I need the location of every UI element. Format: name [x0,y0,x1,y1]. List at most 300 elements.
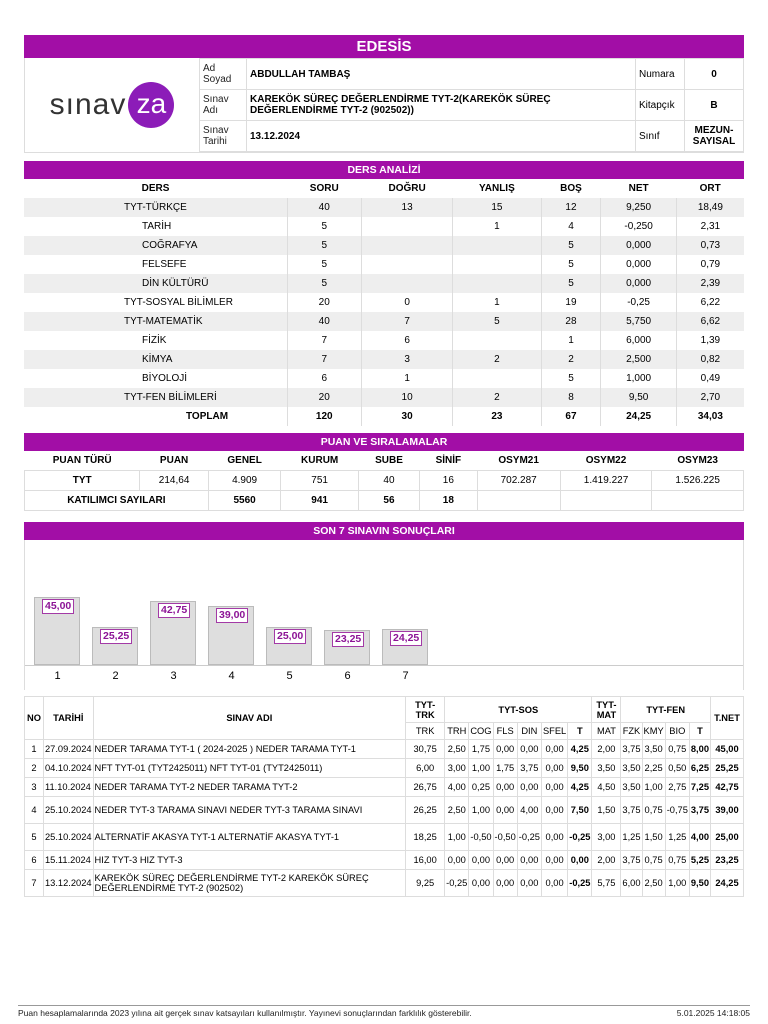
son7-bar-chart [24,540,744,690]
results-tnet: 42,75 [711,778,744,797]
katilimci-row [25,491,744,511]
rank-sube: 40 [358,471,419,491]
ders-ort: 6,62 [676,312,744,331]
col-mat: MAT [592,723,621,740]
results-tarih: 25.10.2024 [44,824,94,851]
results-trk: 16,00 [406,851,445,870]
logo-badge: za [128,82,174,128]
results-fls: 0,00 [493,797,517,824]
ders-yanlis: 2 [453,350,541,369]
chart-value-label: 39,00 [216,608,248,623]
results-din: 0,00 [517,870,541,897]
empty-cell [477,491,560,511]
ders-soru: 7 [287,350,361,369]
col-tnet: T.NET [711,697,744,740]
ders-ort: 6,22 [676,293,744,312]
chart-value-label: 45,00 [42,599,74,614]
total-label: TOPLAM [186,411,229,422]
results-bio: 0,50 [665,759,689,778]
ders-ort: 2,39 [676,274,744,293]
student-header [24,58,744,153]
results-t2: 7,25 [689,778,710,797]
results-table [24,696,744,897]
col-header: KURUM [301,455,339,466]
results-trh: 0,00 [445,851,469,870]
ders-ort: 2,31 [676,217,744,236]
results-row [25,740,744,759]
results-kmy: 0,75 [642,851,665,870]
ders-bos: 19 [541,293,601,312]
ders-dogru [361,236,452,255]
results-trk: 18,25 [406,824,445,851]
results-tnet: 25,00 [711,824,744,851]
results-sfel: 0,00 [541,778,567,797]
results-mat: 2,00 [592,740,621,759]
ders-row [24,198,744,217]
col-no: NO [25,697,44,740]
results-kmy: 1,50 [642,824,665,851]
results-mat: 1,50 [592,797,621,824]
ders-name: COĞRAFYA [24,236,287,255]
results-bio: -0,75 [665,797,689,824]
col-fzk: FZK [621,723,642,740]
ders-net: -0,250 [601,217,676,236]
results-no: 4 [25,797,44,824]
results-sinav: NEDER TARAMA TYT-2 NEDER TARAMA TYT-2 [93,778,406,797]
ders-yanlis [453,236,541,255]
results-fzk: 3,75 [621,797,642,824]
ders-yanlis [453,274,541,293]
ders-soru: 6 [287,369,361,388]
results-fzk: 3,50 [621,759,642,778]
ders-net: 1,000 [601,369,676,388]
results-t2: 5,25 [689,851,710,870]
results-fzk: 6,00 [621,870,642,897]
results-t: 9,50 [568,759,592,778]
results-t2: 4,00 [689,824,710,851]
ders-soru: 5 [287,274,361,293]
ders-yanlis: 1 [453,293,541,312]
ders-net: -0,25 [601,293,676,312]
ders-yanlis [453,369,541,388]
ders-net: 6,000 [601,331,676,350]
col-t2: T [689,723,710,740]
ders-yanlis: 15 [453,198,541,217]
results-sfel: 0,00 [541,824,567,851]
ders-row [24,331,744,350]
results-din: 0,00 [517,740,541,759]
results-trh: 2,50 [445,797,469,824]
total-bos: 67 [541,407,601,426]
results-trk: 6,00 [406,759,445,778]
chart-category-label: 7 [402,670,409,682]
col-header: DERS [141,183,170,194]
ders-net: 9,50 [601,388,676,407]
ders-name: FİZİK [142,335,167,346]
results-kmy: 1,00 [642,778,665,797]
ders-bos: 5 [541,274,601,293]
ders-yanlis [453,331,541,350]
results-t: 4,25 [568,778,592,797]
results-kmy: 0,75 [642,797,665,824]
report [24,35,744,897]
col-header: OSYM23 [677,455,718,466]
results-row [25,797,744,824]
ders-dogru: 3 [361,350,452,369]
col-header: SORU [309,183,339,194]
col-kmy: KMY [642,723,665,740]
results-t: 0,00 [568,851,592,870]
results-no: 3 [25,778,44,797]
total-ort: 34,03 [676,407,744,426]
exam-name: KAREKÖK SÜREÇ DEĞERLENDİRME TYT-2(KAREKÖK SÜREÇ DEĞERLENDİRME TYT-2 (902502)) [247,90,636,121]
ders-net: 9,250 [601,198,676,217]
footer-timestamp: 5.01.2025 14:18:05 [676,1008,750,1018]
col-header: OSYM22 [585,455,627,466]
col-header: OSYM21 [498,455,539,466]
results-sfel: 0,00 [541,759,567,778]
chart-category-label: 5 [286,670,293,682]
results-kmy: 3,50 [642,740,665,759]
numara-value: 0 [685,59,744,90]
ders-name: TYT-TÜRKÇE [24,198,287,217]
ders-row [24,274,744,293]
puan-title: PUAN VE SIRALAMALAR [24,433,744,451]
results-no: 2 [25,759,44,778]
results-row [25,759,744,778]
ders-soru: 20 [287,388,361,407]
results-trh: 4,00 [445,778,469,797]
results-tarih: 27.09.2024 [44,740,94,759]
ders-yanlis: 1 [453,217,541,236]
ders-net: 2,500 [601,350,676,369]
results-din: 0,00 [517,778,541,797]
total-net: 24,25 [601,407,676,426]
col-header: GENEL [227,455,262,466]
katilimci-genel: 5560 [208,491,281,511]
col-trk-group: TYT-TRK [406,697,445,723]
results-din: 0,00 [517,851,541,870]
results-mat: 5,75 [592,870,621,897]
ders-soru: 40 [287,198,361,217]
col-t: T [568,723,592,740]
results-fls: 0,00 [493,740,517,759]
results-no: 6 [25,851,44,870]
chart-value-label: 25,25 [100,629,132,644]
results-sfel: 0,00 [541,870,567,897]
ders-ort: 0,49 [676,369,744,388]
results-tarih: 11.10.2024 [44,778,94,797]
ders-ort: 0,73 [676,236,744,255]
results-trh: -0,25 [445,870,469,897]
report-title: EDESİS [24,35,744,58]
chart-category-label: 4 [228,670,235,682]
chart-category-label: 3 [170,670,177,682]
results-cog: 0,00 [469,870,493,897]
col-header: PUAN TÜRÜ [52,455,112,466]
ders-net: 0,000 [601,255,676,274]
chart-category-label: 6 [344,670,351,682]
results-t2: 8,00 [689,740,710,759]
results-tnet: 25,25 [711,759,744,778]
empty-cell [560,491,652,511]
student-name: ABDULLAH TAMBAŞ [247,59,636,90]
results-tnet: 24,25 [711,870,744,897]
ders-bos: 12 [541,198,601,217]
logo-text: sınav [49,88,127,121]
ders-ort: 1,39 [676,331,744,350]
col-mat-group: TYT-MAT [592,697,621,723]
ders-bos: 5 [541,255,601,274]
ders-row [24,350,744,369]
ders-bos: 8 [541,388,601,407]
ders-dogru: 10 [361,388,452,407]
results-fzk: 3,75 [621,740,642,759]
col-header: BOŞ [560,183,582,194]
col-sos-group: TYT-SOS [445,697,592,723]
ders-row [24,293,744,312]
results-fls: 0,00 [493,851,517,870]
ders-bos: 2 [541,350,601,369]
results-cog: 0,25 [469,778,493,797]
ders-name: BİYOLOJİ [142,373,188,384]
ders-row [24,217,744,236]
numara-label: Numara [636,59,685,90]
exam-date-label: Sınav Tarihi [200,121,247,152]
col-header: SİNİF [435,455,462,466]
chart-value-label: 25,00 [274,629,306,644]
rank-osym22: 1.419.227 [560,471,652,491]
name-label: Ad Soyad [200,59,247,90]
results-fls: 0,00 [493,778,517,797]
ders-soru: 20 [287,293,361,312]
puan-row [25,471,744,491]
empty-cell [652,491,744,511]
results-sinav: NFT TYT-01 (TYT2425011) NFT TYT-01 (TYT2425011) [93,759,406,778]
puan-table [24,451,744,511]
ders-soru: 7 [287,331,361,350]
col-sinav: SINAV ADI [93,697,406,740]
ders-yanlis: 2 [453,388,541,407]
ders-row [24,236,744,255]
results-t: 7,50 [568,797,592,824]
ders-name: TYT-FEN BİLİMLERİ [24,388,287,407]
ders-yanlis: 5 [453,312,541,331]
col-trh: TRH [445,723,469,740]
results-sinav: NEDER TYT-3 TARAMA SINAVI NEDER TYT-3 TARAMA SINAVI [93,797,406,824]
results-cog: 1,00 [469,797,493,824]
ders-name: TYT-MATEMATİK [24,312,287,331]
ders-net: 5,750 [601,312,676,331]
footer [18,1005,750,1018]
ders-bos: 5 [541,236,601,255]
results-sfel: 0,00 [541,797,567,824]
results-cog: -0,50 [469,824,493,851]
puan-value: 214,64 [140,471,208,491]
ders-row [24,312,744,331]
results-trh: 3,00 [445,759,469,778]
results-cog: 0,00 [469,851,493,870]
ders-name: KİMYA [24,350,287,369]
ders-net: 0,000 [601,274,676,293]
total-yanlis: 23 [453,407,541,426]
ders-dogru: 7 [361,312,452,331]
rank-sinif: 16 [420,471,477,491]
results-tarih: 04.10.2024 [44,759,94,778]
results-sinav: HIZ TYT-3 HIZ TYT-3 [93,851,406,870]
ders-bos: 4 [541,217,601,236]
results-fzk: 3,75 [621,851,642,870]
ders-row [24,255,744,274]
katilimci-sinif: 18 [420,491,477,511]
ders-dogru: 13 [361,198,452,217]
results-mat: 4,50 [592,778,621,797]
col-header: DOĞRU [388,183,426,194]
ders-analizi-table [24,179,744,426]
ders-dogru [361,274,452,293]
ders-total-row [24,407,744,426]
results-trk: 30,75 [406,740,445,759]
ders-ort: 18,49 [676,198,744,217]
col-header: NET [628,183,649,194]
results-din: 3,75 [517,759,541,778]
results-din: -0,25 [517,824,541,851]
col-sfel: SFEL [541,723,567,740]
results-mat: 3,00 [592,824,621,851]
col-din: DIN [517,723,541,740]
col-tarih: TARİHİ [44,697,94,740]
logo [25,58,199,152]
kitapcik-label: Kitapçık [636,90,685,121]
footer-note: Puan hesaplamalarında 2023 yılına ait gerçek sınav katsayıları kullanılmıştır. Yayınevi sonuçlarından farklılık gösterebilir. [18,1008,472,1018]
results-din: 4,00 [517,797,541,824]
col-header: SUBE [375,455,403,466]
rank-kurum: 751 [281,471,358,491]
exam-name-label: Sınav Adı [200,90,247,121]
chart-value-label: 42,75 [158,603,190,618]
kitapcik-value: B [685,90,744,121]
results-mat: 3,50 [592,759,621,778]
ders-name: TARİH [142,221,172,232]
ders-dogru [361,217,452,236]
ders-dogru [361,255,452,274]
ders-name: DİN KÜLTÜRÜ [24,274,287,293]
results-tnet: 39,00 [711,797,744,824]
total-soru: 120 [287,407,361,426]
results-t: 4,25 [568,740,592,759]
results-bio: 1,00 [665,870,689,897]
results-kmy: 2,25 [642,759,665,778]
results-t2: 6,25 [689,759,710,778]
results-trk: 26,25 [406,797,445,824]
results-tnet: 23,25 [711,851,744,870]
results-fzk: 1,25 [621,824,642,851]
ders-net: 0,000 [601,236,676,255]
col-header: PUAN [159,455,189,466]
results-no: 5 [25,824,44,851]
ders-row [24,369,744,388]
results-trk: 9,25 [406,870,445,897]
results-t2: 3,75 [689,797,710,824]
ders-ort: 0,82 [676,350,744,369]
chart-baseline [25,665,743,666]
results-fls: -0,50 [493,824,517,851]
results-bio: 0,75 [665,851,689,870]
puan-type: TYT [25,471,140,491]
rank-osym21: 702.287 [477,471,560,491]
ders-bos: 5 [541,369,601,388]
results-mat: 2,00 [592,851,621,870]
ders-soru: 5 [287,217,361,236]
sinif-label: Sınıf [636,121,685,152]
ders-dogru: 0 [361,293,452,312]
results-t2: 9,50 [689,870,710,897]
chart-value-label: 24,25 [390,631,422,646]
ders-soru: 5 [287,255,361,274]
ders-row [24,388,744,407]
results-sfel: 0,00 [541,851,567,870]
results-sinav: ALTERNATİF AKASYA TYT-1 ALTERNATİF AKASYA TYT-1 [93,824,406,851]
ders-ort: 0,79 [676,255,744,274]
results-no: 7 [25,870,44,897]
katilimci-sube: 56 [358,491,419,511]
katilimci-kurum: 941 [281,491,358,511]
results-fzk: 3,50 [621,778,642,797]
results-sinav: KAREKÖK SÜREÇ DEĞERLENDİRME TYT-2 KAREKÖK SÜREÇ DEĞERLENDİRME TYT-2 (902502) [93,870,406,897]
col-header: YANLIŞ [479,183,515,194]
ders-ort: 2,70 [676,388,744,407]
results-tarih: 25.10.2024 [44,797,94,824]
results-row [25,851,744,870]
ders-bos: 28 [541,312,601,331]
ders-name: TYT-SOSYAL BİLİMLER [124,297,233,308]
exam-date: 13.12.2024 [247,121,636,152]
ders-name: FELSEFE [142,259,187,270]
results-trk: 26,75 [406,778,445,797]
ders-yanlis [453,255,541,274]
ders-dogru: 1 [361,369,452,388]
results-trh: 1,00 [445,824,469,851]
chart-category-label: 1 [54,670,61,682]
results-bio: 2,75 [665,778,689,797]
results-t: -0,25 [568,824,592,851]
ders-soru: 5 [287,236,361,255]
results-trh: 2,50 [445,740,469,759]
son7-title: SON 7 SINAVIN SONUÇLARI [24,522,744,540]
col-cog: COG [469,723,493,740]
results-tarih: 15.11.2024 [44,851,94,870]
results-tnet: 45,00 [711,740,744,759]
rank-genel: 4.909 [208,471,281,491]
col-trk: TRK [406,723,445,740]
ders-soru: 40 [287,312,361,331]
results-fls: 0,00 [493,870,517,897]
results-cog: 1,75 [469,740,493,759]
ders-dogru: 6 [361,331,452,350]
results-bio: 0,75 [665,740,689,759]
student-info-table [199,58,744,152]
col-fls: FLS [493,723,517,740]
col-header: ORT [699,183,721,194]
results-bio: 1,25 [665,824,689,851]
results-no: 1 [25,740,44,759]
results-row [25,778,744,797]
sinif-value: MEZUN-SAYISAL [685,121,744,152]
ders-analizi-title: DERS ANALİZİ [24,161,744,179]
results-sfel: 0,00 [541,740,567,759]
ders-bos: 1 [541,331,601,350]
results-fls: 1,75 [493,759,517,778]
